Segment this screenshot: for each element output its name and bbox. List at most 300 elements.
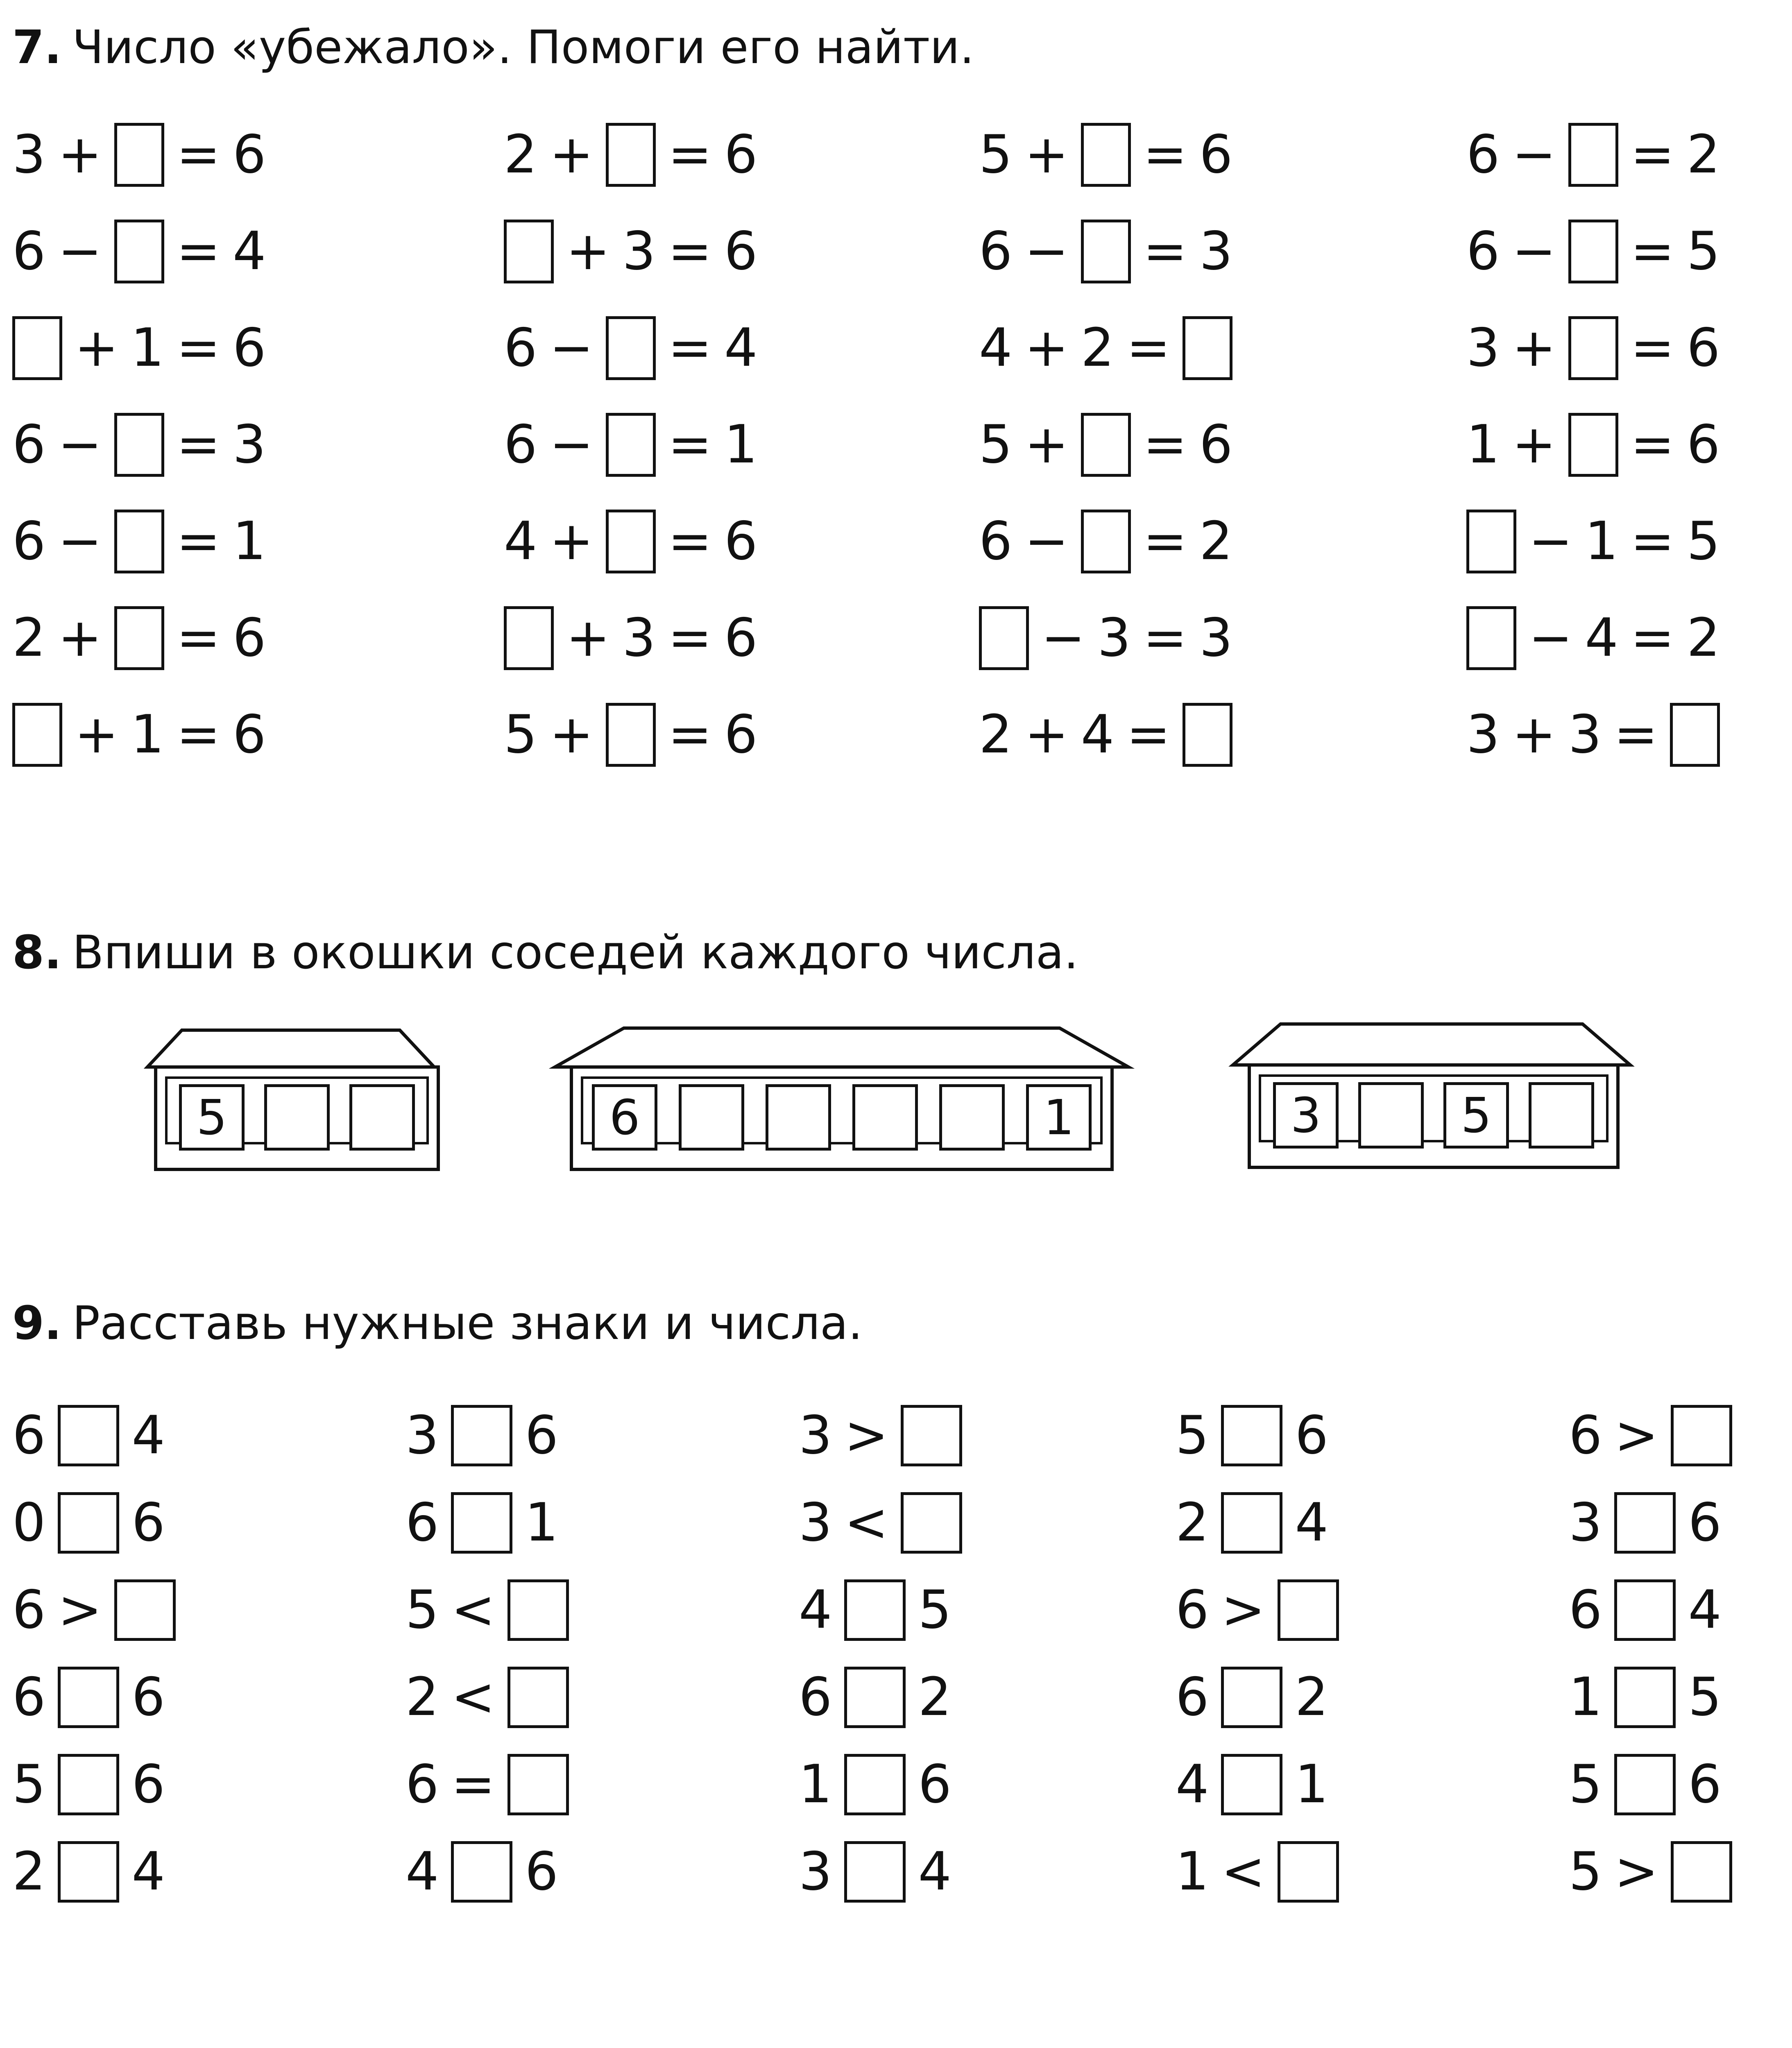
sign-box[interactable] bbox=[58, 1754, 119, 1815]
answer-box[interactable] bbox=[606, 413, 656, 477]
expression-token: 5 bbox=[1686, 511, 1720, 572]
expression-token: = bbox=[1126, 704, 1171, 765]
expression-token: 3 bbox=[1569, 1492, 1602, 1553]
comparison bbox=[12, 1667, 177, 1728]
expression-token: 6 bbox=[12, 414, 46, 475]
answer-box[interactable] bbox=[606, 316, 656, 380]
house-window-empty[interactable] bbox=[852, 1084, 918, 1151]
expression-token: − bbox=[58, 221, 102, 282]
expression-token: 1 bbox=[799, 1754, 832, 1815]
exercise-7-text: Число «убежало». Помоги его найти. bbox=[72, 21, 974, 74]
expression-token: 6 bbox=[724, 704, 758, 765]
house-window-number: 5 bbox=[1443, 1082, 1509, 1149]
expression-token: 2 bbox=[1686, 607, 1720, 668]
answer-box[interactable] bbox=[1568, 123, 1618, 187]
expression-token: + bbox=[1024, 704, 1069, 765]
expression-token: > bbox=[58, 1579, 102, 1640]
exercise-8-text: Впиши в окошки соседей каждого числа. bbox=[72, 926, 1078, 979]
sign-box[interactable] bbox=[901, 1405, 962, 1466]
house-window-empty[interactable] bbox=[264, 1084, 330, 1151]
expression-token: 6 bbox=[232, 317, 266, 378]
house-window-empty[interactable] bbox=[1358, 1082, 1424, 1149]
equation bbox=[1466, 316, 1732, 380]
comparison bbox=[1176, 1405, 1341, 1466]
comparison bbox=[1569, 1579, 1734, 1641]
equation bbox=[12, 123, 278, 187]
expression-token: − bbox=[1512, 221, 1556, 282]
equation bbox=[504, 510, 770, 573]
expression-token: 3 bbox=[799, 1492, 832, 1553]
answer-box[interactable] bbox=[606, 123, 656, 187]
expression-token: − bbox=[58, 414, 102, 475]
comparison bbox=[1569, 1667, 1734, 1728]
sign-box[interactable] bbox=[451, 1492, 512, 1554]
sign-box[interactable] bbox=[1221, 1754, 1282, 1815]
expression-token: 2 bbox=[1686, 124, 1720, 185]
expression-token: + bbox=[1512, 317, 1556, 378]
expression-token: 2 bbox=[1176, 1492, 1209, 1553]
expression-token: 6 bbox=[979, 511, 1013, 572]
expression-token: = bbox=[176, 221, 220, 282]
comparison bbox=[1176, 1841, 1351, 1903]
house-window-empty[interactable] bbox=[1529, 1082, 1594, 1149]
expression-token: 5 bbox=[1569, 1754, 1602, 1815]
expression-token: 4 bbox=[232, 221, 266, 282]
sign-box[interactable] bbox=[1221, 1667, 1282, 1728]
expression-token: < bbox=[844, 1492, 888, 1553]
expression-token: 4 bbox=[918, 1841, 952, 1902]
house-window-empty[interactable] bbox=[939, 1084, 1005, 1151]
expression-token: 6 bbox=[724, 607, 758, 668]
equation bbox=[504, 606, 770, 670]
comparison bbox=[1176, 1754, 1341, 1815]
answer-box[interactable] bbox=[12, 703, 62, 767]
sign-box[interactable] bbox=[1671, 1841, 1732, 1903]
expression-token: = bbox=[451, 1754, 495, 1815]
expression-token: = bbox=[1143, 124, 1187, 185]
comparison bbox=[1176, 1579, 1351, 1641]
expression-token: 3 bbox=[799, 1405, 832, 1466]
sign-box[interactable] bbox=[507, 1579, 569, 1641]
sign-box[interactable] bbox=[1278, 1841, 1339, 1903]
expression-token: = bbox=[1630, 124, 1674, 185]
expression-token: 2 bbox=[918, 1667, 952, 1728]
expression-token: 6 bbox=[406, 1492, 439, 1553]
comparison bbox=[799, 1754, 964, 1815]
expression-token: 4 bbox=[131, 1841, 165, 1902]
expression-token: 6 bbox=[12, 221, 46, 282]
expression-token: − bbox=[1529, 607, 1573, 668]
answer-box[interactable] bbox=[1466, 606, 1516, 670]
expression-token: = bbox=[176, 607, 220, 668]
expression-token: 6 bbox=[12, 1579, 46, 1640]
expression-token: 6 bbox=[1176, 1667, 1209, 1728]
expression-token: 5 bbox=[1176, 1405, 1209, 1466]
house-window-frame bbox=[582, 1078, 1101, 1143]
expression-token: 5 bbox=[1688, 1667, 1722, 1728]
expression-token: = bbox=[176, 124, 220, 185]
expression-token: 6 bbox=[504, 317, 537, 378]
comparison bbox=[406, 1492, 571, 1554]
expression-token: > bbox=[844, 1405, 888, 1466]
expression-token: > bbox=[1614, 1841, 1658, 1902]
equation bbox=[504, 703, 770, 767]
expression-token: 4 bbox=[1688, 1579, 1722, 1640]
comparison bbox=[12, 1754, 177, 1815]
expression-token: 6 bbox=[1199, 124, 1233, 185]
sign-box[interactable] bbox=[58, 1841, 119, 1903]
expression-token: 6 bbox=[131, 1754, 165, 1815]
equation bbox=[1466, 220, 1732, 283]
expression-token: + bbox=[1024, 317, 1069, 378]
expression-token: = bbox=[176, 414, 220, 475]
sign-box[interactable] bbox=[114, 1579, 176, 1641]
comparison bbox=[1176, 1667, 1341, 1728]
equation bbox=[1466, 413, 1732, 477]
expression-token: 3 bbox=[1568, 704, 1602, 765]
expression-token: 1 bbox=[1569, 1667, 1602, 1728]
exercise-8-number: 8. bbox=[12, 926, 62, 979]
expression-token: 6 bbox=[799, 1667, 832, 1728]
expression-token: 4 bbox=[1176, 1754, 1209, 1815]
sign-box[interactable] bbox=[58, 1667, 119, 1728]
expression-token: 5 bbox=[979, 414, 1013, 475]
expression-token: 5 bbox=[979, 124, 1013, 185]
house bbox=[147, 1030, 434, 1169]
expression-token: = bbox=[176, 511, 220, 572]
house-window-empty[interactable] bbox=[679, 1084, 744, 1151]
expression-token: 5 bbox=[1686, 221, 1720, 282]
sign-box[interactable] bbox=[1221, 1405, 1282, 1466]
answer-box[interactable] bbox=[114, 606, 164, 670]
expression-token: + bbox=[549, 704, 594, 765]
equation bbox=[1466, 606, 1732, 670]
answer-box[interactable] bbox=[114, 510, 164, 573]
expression-token: 5 bbox=[918, 1579, 952, 1640]
equation bbox=[12, 510, 278, 573]
sign-box[interactable] bbox=[507, 1667, 569, 1728]
expression-token: 4 bbox=[1295, 1492, 1328, 1553]
expression-token: 6 bbox=[232, 124, 266, 185]
comparison bbox=[406, 1667, 581, 1728]
answer-box[interactable] bbox=[114, 123, 164, 187]
expression-token: 0 bbox=[12, 1492, 46, 1553]
expression-token: 6 bbox=[12, 511, 46, 572]
expression-token: 6 bbox=[1176, 1579, 1209, 1640]
expression-token: 3 bbox=[232, 414, 266, 475]
equation bbox=[979, 703, 1245, 767]
answer-box[interactable] bbox=[1568, 316, 1618, 380]
expression-token: 5 bbox=[12, 1754, 46, 1815]
expression-token: < bbox=[451, 1579, 495, 1640]
sign-box[interactable] bbox=[1614, 1754, 1676, 1815]
expression-token: > bbox=[1614, 1405, 1658, 1466]
equation bbox=[1466, 123, 1732, 187]
expression-token: 1 bbox=[131, 317, 164, 378]
sign-box[interactable] bbox=[844, 1667, 906, 1728]
expression-token: − bbox=[1529, 511, 1573, 572]
house-roof bbox=[147, 1030, 434, 1067]
house-window-empty[interactable] bbox=[766, 1084, 831, 1151]
equation bbox=[504, 316, 770, 380]
equation bbox=[12, 413, 278, 477]
expression-token: 1 bbox=[1585, 511, 1618, 572]
expression-token: + bbox=[1024, 414, 1069, 475]
sign-box[interactable] bbox=[1614, 1492, 1676, 1554]
expression-token: 1 bbox=[525, 1492, 558, 1553]
comparison bbox=[406, 1579, 581, 1641]
answer-box[interactable] bbox=[1081, 220, 1131, 283]
expression-token: 2 bbox=[1081, 317, 1115, 378]
expression-token: 3 bbox=[12, 124, 46, 185]
equation bbox=[979, 123, 1245, 187]
expression-token: 3 bbox=[406, 1405, 439, 1466]
equation bbox=[979, 413, 1245, 477]
expression-token: 3 bbox=[1466, 704, 1500, 765]
expression-token: + bbox=[549, 124, 594, 185]
sign-box[interactable] bbox=[451, 1841, 512, 1903]
comparison bbox=[1176, 1492, 1341, 1554]
sign-box[interactable] bbox=[507, 1754, 569, 1815]
expression-token: 5 bbox=[1569, 1841, 1602, 1902]
expression-token: − bbox=[58, 511, 102, 572]
answer-box[interactable] bbox=[114, 413, 164, 477]
expression-token: 6 bbox=[131, 1667, 165, 1728]
expression-token: = bbox=[176, 704, 220, 765]
sign-box[interactable] bbox=[844, 1754, 906, 1815]
expression-token: + bbox=[75, 317, 119, 378]
answer-box[interactable] bbox=[1568, 220, 1618, 283]
comparison bbox=[1569, 1841, 1744, 1903]
expression-token: 4 bbox=[1585, 607, 1618, 668]
answer-box[interactable] bbox=[1081, 413, 1131, 477]
sign-box[interactable] bbox=[58, 1492, 119, 1554]
equation bbox=[1466, 510, 1732, 573]
expression-token: 4 bbox=[724, 317, 758, 378]
equation bbox=[504, 413, 770, 477]
sign-box[interactable] bbox=[844, 1579, 906, 1641]
expression-token: + bbox=[1024, 124, 1069, 185]
expression-token: 5 bbox=[406, 1579, 439, 1640]
expression-token: > bbox=[1221, 1579, 1265, 1640]
expression-token: + bbox=[75, 704, 119, 765]
exercise-9-text: Расставь нужные знаки и числа. bbox=[72, 1297, 863, 1350]
expression-token: 6 bbox=[1466, 124, 1500, 185]
sign-box[interactable] bbox=[901, 1492, 962, 1554]
expression-token: 6 bbox=[1569, 1405, 1602, 1466]
expression-token: − bbox=[1041, 607, 1085, 668]
expression-token: − bbox=[549, 317, 594, 378]
house-window-number: 5 bbox=[179, 1084, 245, 1151]
expression-token: = bbox=[176, 317, 220, 378]
equation bbox=[979, 606, 1245, 670]
house-roof bbox=[555, 1028, 1128, 1067]
expression-token: 3 bbox=[622, 607, 656, 668]
expression-token: 6 bbox=[918, 1754, 952, 1815]
sign-box[interactable] bbox=[58, 1405, 119, 1466]
answer-box[interactable] bbox=[1081, 510, 1131, 573]
answer-box[interactable] bbox=[1466, 510, 1516, 573]
expression-token: 2 bbox=[12, 607, 46, 668]
exercise-9-title bbox=[12, 1297, 863, 1350]
expression-token: = bbox=[668, 221, 712, 282]
expression-token: 6 bbox=[1466, 221, 1500, 282]
expression-token: 1 bbox=[724, 414, 758, 475]
answer-box[interactable] bbox=[1081, 123, 1131, 187]
house-roof bbox=[1233, 1024, 1630, 1065]
expression-token: 6 bbox=[232, 607, 266, 668]
answer-box[interactable] bbox=[1183, 316, 1232, 380]
house-window-number: 3 bbox=[1273, 1082, 1339, 1149]
equation bbox=[1466, 703, 1732, 767]
expression-token: 1 bbox=[1295, 1754, 1328, 1815]
answer-box[interactable] bbox=[504, 606, 554, 670]
expression-token: 6 bbox=[1199, 414, 1233, 475]
answer-box[interactable] bbox=[504, 220, 554, 283]
expression-token: < bbox=[1221, 1841, 1265, 1902]
expression-token: = bbox=[1143, 607, 1187, 668]
expression-token: 6 bbox=[1295, 1405, 1328, 1466]
expression-token: 6 bbox=[724, 221, 758, 282]
house-window-number: 6 bbox=[592, 1084, 657, 1151]
comparison bbox=[406, 1754, 581, 1815]
expression-token: 3 bbox=[1097, 607, 1131, 668]
expression-token: + bbox=[566, 221, 610, 282]
expression-token: + bbox=[566, 607, 610, 668]
expression-token: 6 bbox=[724, 511, 758, 572]
expression-token: − bbox=[1512, 124, 1556, 185]
expression-token: = bbox=[1630, 511, 1674, 572]
expression-token: 6 bbox=[525, 1841, 558, 1902]
expression-token: 6 bbox=[1688, 1492, 1722, 1553]
expression-token: 1 bbox=[1466, 414, 1500, 475]
answer-box[interactable] bbox=[12, 316, 62, 380]
expression-token: 4 bbox=[799, 1579, 832, 1640]
expression-token: 2 bbox=[1295, 1667, 1328, 1728]
expression-token: 3 bbox=[1199, 221, 1233, 282]
expression-token: 6 bbox=[1688, 1754, 1722, 1815]
comparison bbox=[1569, 1754, 1734, 1815]
expression-token: 6 bbox=[1686, 414, 1720, 475]
house-window-empty[interactable] bbox=[349, 1084, 415, 1151]
expression-token: + bbox=[1512, 704, 1556, 765]
expression-token: = bbox=[1614, 704, 1658, 765]
comparison bbox=[406, 1405, 571, 1466]
expression-token: = bbox=[668, 607, 712, 668]
expression-token: 2 bbox=[406, 1667, 439, 1728]
expression-token: 3 bbox=[799, 1841, 832, 1902]
expression-token: 4 bbox=[406, 1841, 439, 1902]
comparison bbox=[799, 1667, 964, 1728]
expression-token: 4 bbox=[504, 511, 537, 572]
sign-box[interactable] bbox=[1278, 1579, 1339, 1641]
answer-box[interactable] bbox=[1568, 413, 1618, 477]
expression-token: = bbox=[668, 317, 712, 378]
sign-box[interactable] bbox=[1221, 1492, 1282, 1554]
expression-token: 1 bbox=[1176, 1841, 1209, 1902]
sign-box[interactable] bbox=[844, 1841, 906, 1903]
house bbox=[555, 1028, 1128, 1169]
sign-box[interactable] bbox=[1671, 1405, 1732, 1466]
answer-box[interactable] bbox=[1670, 703, 1720, 767]
house-window-number: 1 bbox=[1026, 1084, 1092, 1151]
expression-token: = bbox=[668, 511, 712, 572]
answer-box[interactable] bbox=[1183, 703, 1232, 767]
expression-token: 6 bbox=[525, 1405, 558, 1466]
expression-token: < bbox=[451, 1667, 495, 1728]
exercise-7-title bbox=[12, 21, 974, 74]
expression-token: 6 bbox=[724, 124, 758, 185]
comparison bbox=[12, 1579, 188, 1641]
expression-token: 6 bbox=[1686, 317, 1720, 378]
equation bbox=[979, 510, 1245, 573]
expression-token: 4 bbox=[979, 317, 1013, 378]
expression-token: 5 bbox=[504, 704, 537, 765]
expression-token: 2 bbox=[12, 1841, 46, 1902]
comparison bbox=[12, 1405, 177, 1466]
comparison bbox=[799, 1492, 974, 1554]
sign-box[interactable] bbox=[1614, 1667, 1676, 1728]
expression-token: 6 bbox=[232, 704, 266, 765]
expression-token: 4 bbox=[1081, 704, 1115, 765]
expression-token: 2 bbox=[504, 124, 537, 185]
answer-box[interactable] bbox=[606, 703, 656, 767]
expression-token: 6 bbox=[1569, 1579, 1602, 1640]
equation bbox=[979, 220, 1245, 283]
expression-token: + bbox=[58, 124, 102, 185]
expression-token: + bbox=[1512, 414, 1556, 475]
expression-token: = bbox=[1126, 317, 1171, 378]
comparison bbox=[1569, 1405, 1744, 1466]
expression-token: = bbox=[668, 704, 712, 765]
house bbox=[1233, 1024, 1630, 1167]
answer-box[interactable] bbox=[114, 220, 164, 283]
expression-token: 3 bbox=[1466, 317, 1500, 378]
comparison bbox=[799, 1405, 974, 1466]
expression-token: 6 bbox=[131, 1492, 165, 1553]
expression-token: = bbox=[668, 414, 712, 475]
expression-token: = bbox=[668, 124, 712, 185]
equation bbox=[979, 316, 1245, 380]
expression-token: = bbox=[1143, 414, 1187, 475]
equation bbox=[504, 220, 770, 283]
comparison bbox=[799, 1579, 964, 1641]
equation bbox=[12, 703, 278, 767]
comparison bbox=[1569, 1492, 1734, 1554]
equation bbox=[12, 220, 278, 283]
equation bbox=[504, 123, 770, 187]
expression-token: 6 bbox=[12, 1405, 46, 1466]
sign-box[interactable] bbox=[1614, 1579, 1676, 1641]
expression-token: + bbox=[58, 607, 102, 668]
sign-box[interactable] bbox=[451, 1405, 512, 1466]
expression-token: = bbox=[1143, 221, 1187, 282]
expression-token: 6 bbox=[979, 221, 1013, 282]
expression-token: − bbox=[1024, 221, 1069, 282]
answer-box[interactable] bbox=[606, 510, 656, 573]
comparison bbox=[12, 1492, 177, 1554]
exercise-9-number: 9. bbox=[12, 1297, 62, 1350]
exercise-7-number: 7. bbox=[12, 21, 62, 74]
expression-token: 3 bbox=[622, 221, 656, 282]
expression-token: 1 bbox=[232, 511, 266, 572]
answer-box[interactable] bbox=[979, 606, 1029, 670]
expression-token: 6 bbox=[504, 414, 537, 475]
exercise-8-title bbox=[12, 926, 1078, 979]
expression-token: 1 bbox=[131, 704, 164, 765]
expression-token: + bbox=[549, 511, 594, 572]
equation bbox=[12, 316, 278, 380]
